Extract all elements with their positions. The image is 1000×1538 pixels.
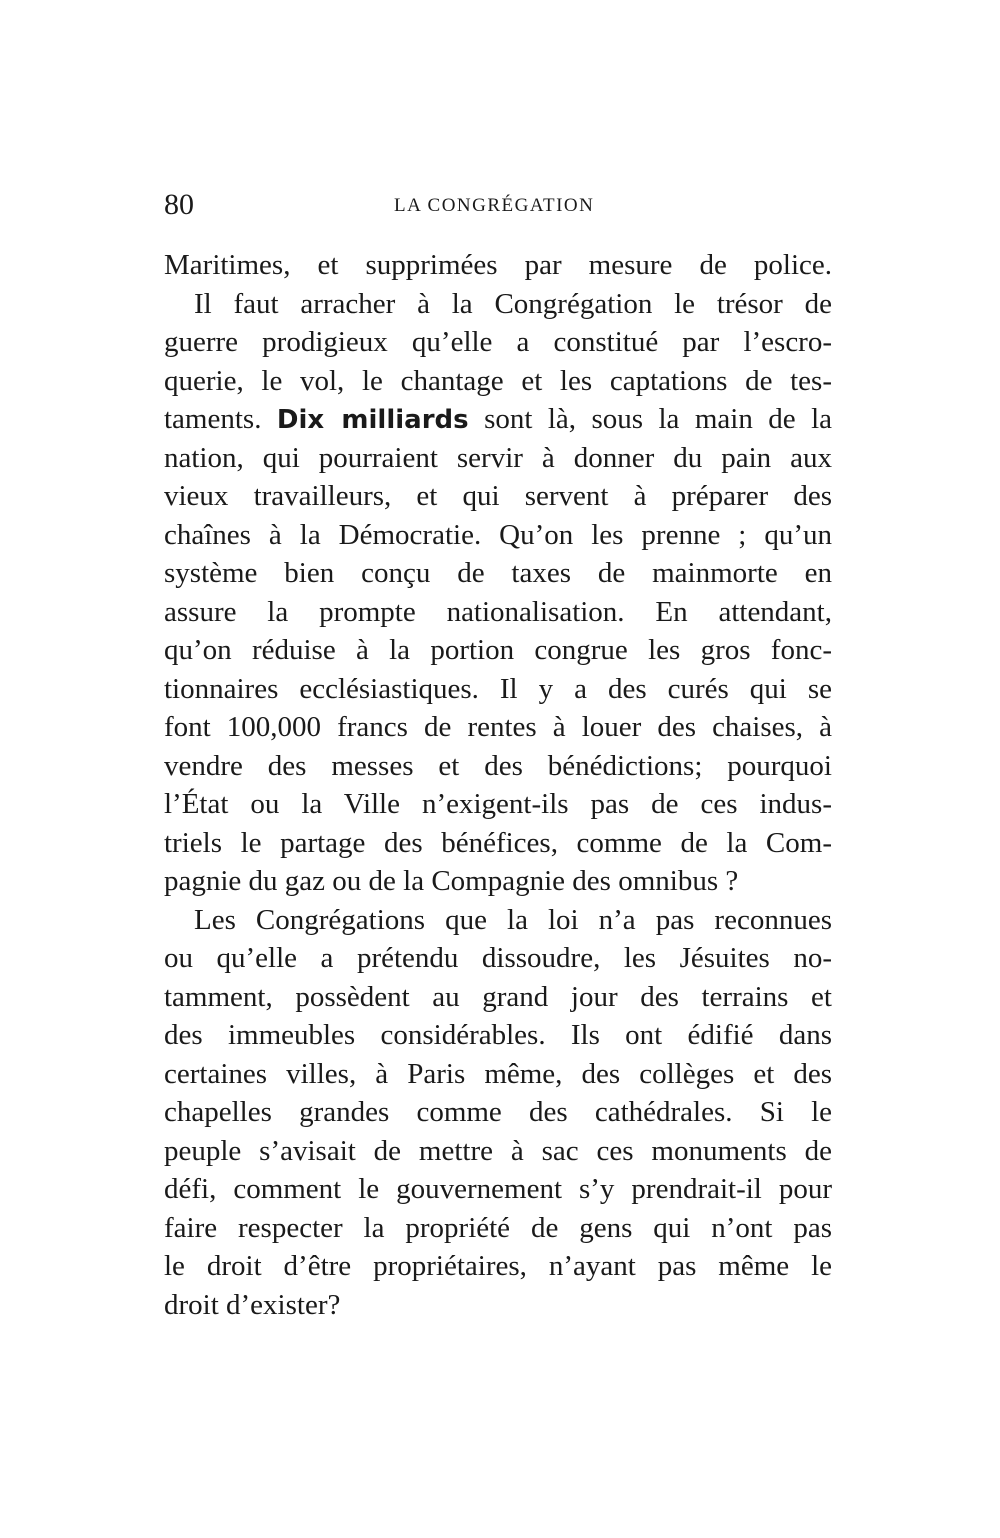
text-line: faire respecter la propriété de gens qui n’ont pas: [164, 1211, 832, 1244]
running-title: LA CONGRÉGATION: [394, 195, 595, 216]
body-text: [164, 246, 832, 1324]
text-line: chapelles grandes comme des cathédrales. Si le: [164, 1096, 832, 1128]
text-line: certaines villes, à Paris même, des collèges et des: [164, 1057, 832, 1090]
paragraph-first-line: Les Congrégations que la loi n’a pas reconnues: [194, 903, 832, 936]
paragraph-last-line: droit d’exister?: [164, 1288, 341, 1321]
text-line: chaînes à la Démocratie. Qu’on les prenne ; qu’un: [164, 518, 832, 551]
paragraph-first-line: Il faut arracher à la Congrégation le trésor de: [194, 287, 832, 320]
text-line: le droit d’être propriétaires, n’ayant pas même le: [164, 1250, 832, 1282]
text-line: ou qu’elle a prétendu dissoudre, les Jésuites no-: [164, 942, 832, 974]
text-segment: sont là, sous la main de la: [484, 403, 833, 435]
text-line: vieux travailleurs, et qui servent à préparer des: [164, 480, 832, 512]
text-line: qu’on réduise à la portion congrue les gros fonc-: [164, 634, 832, 666]
text-line: font 100,000 francs de rentes à louer des chaises, à: [164, 711, 832, 743]
text-line: assure la prompte nationalisation. En attendant,: [164, 595, 832, 628]
text-line: triels le partage des bénéfices, comme de la Com-: [164, 826, 832, 859]
text-line: querie, le vol, le chantage et les captations de tes-: [164, 364, 832, 397]
text-line: guerre prodigieux qu’elle a constitué par l’escro-: [164, 326, 832, 358]
text-segment: taments.: [164, 403, 262, 435]
text-line: défi, comment le gouvernement s’y prendrait-il pour: [164, 1173, 832, 1205]
page-header: [164, 186, 832, 226]
page-number: 80: [164, 188, 194, 221]
text-line: tionnaires ecclésiastiques. Il y a des curés qui se: [164, 672, 832, 705]
text-line: tamment, possèdent au grand jour des terrains et: [164, 980, 832, 1013]
text-line: peuple s’avisait de mettre à sac ces monuments de: [164, 1134, 832, 1167]
paragraph-last-line: pagnie du gaz ou de la Compagnie des omnibus ?: [164, 865, 739, 897]
text-line: l’État ou la Ville n’exigent-ils pas de ces indus-: [164, 788, 832, 820]
text-line-mixed: [164, 400, 832, 439]
text-line: système bien conçu de taxes de mainmorte en: [164, 557, 832, 589]
bold-emphasis: Dix milliards: [276, 405, 469, 435]
text-line: nation, qui pourraient servir à donner du pain aux: [164, 441, 832, 474]
text-line: Maritimes, et supprimées par mesure de police.: [164, 249, 832, 281]
text-line: des immeubles considérables. Ils ont édifié dans: [164, 1019, 832, 1051]
text-line: vendre des messes et des bénédictions; pourquoi: [164, 749, 832, 782]
